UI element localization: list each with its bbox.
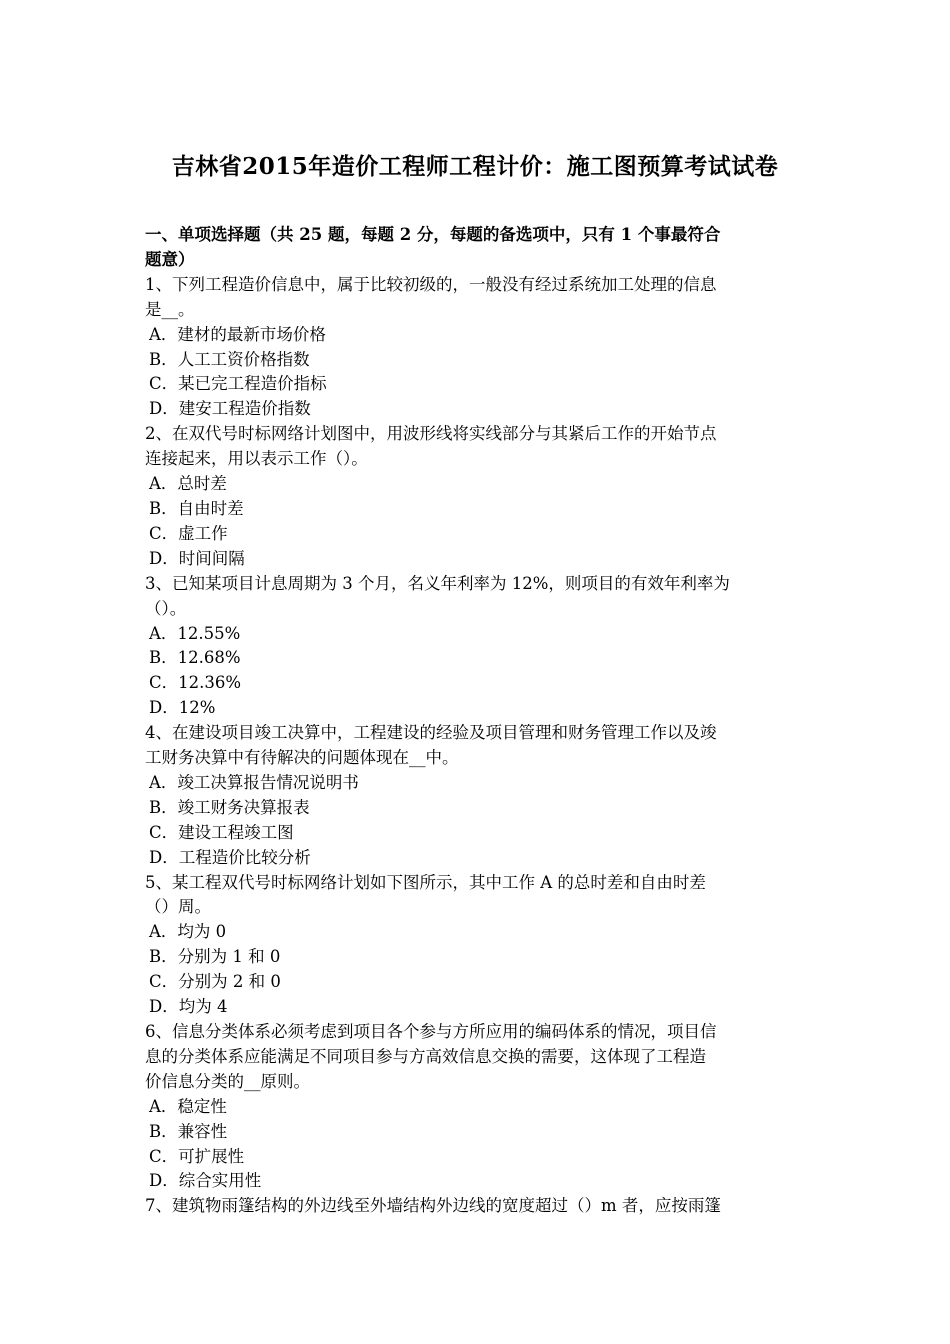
answer-option: B．人工工资价格指数	[149, 349, 310, 369]
question-item	[145, 1194, 811, 1219]
question-text-line: 是__。	[145, 299, 195, 319]
question-text-line: 6、信息分类体系必须考虑到项目各个参与方所应用的编码体系的情况，项目信	[145, 1022, 717, 1041]
answer-option: D．综合实用性	[149, 1171, 262, 1191]
answer-option: B．12.68%	[149, 648, 241, 668]
answer-option: A．均为 0	[149, 922, 227, 942]
answer-option: A．总时差	[149, 474, 227, 494]
question-text-line: 4、在建设项目竣工决算中，工程建设的经验及项目管理和财务管理工作以及竣	[145, 723, 717, 743]
answer-option: D．建安工程造价指数	[149, 399, 311, 419]
question-item	[145, 572, 811, 721]
question-text-line: 7、建筑物雨篷结构的外边线至外墙结构外边线的宽度超过（）m 者，应按雨篷	[145, 1196, 721, 1216]
question-text-line: 工财务决算中有待解决的问题体现在__中。	[145, 748, 459, 768]
question-text-line: 2、在双代号时标网络计划图中，用波形线将实线部分与其紧后工作的开始节点	[145, 424, 717, 444]
question-text-line: 1、下列工程造价信息中，属于比较初级的，一般没有经过系统加工处理的信息	[145, 274, 717, 294]
document-body	[145, 223, 811, 1219]
answer-option: B．兼容性	[149, 1121, 228, 1141]
answer-option: C．某已完工程造价指标	[149, 374, 327, 394]
answer-option: D．时间间隔	[149, 548, 245, 568]
question-item	[145, 721, 811, 870]
answer-option: B．竣工财务决算报表	[149, 797, 310, 817]
question-item	[145, 1020, 811, 1194]
answer-option: D．均为 4	[149, 997, 228, 1017]
answer-option: D．工程造价比较分析	[149, 847, 311, 867]
answer-option: C．虚工作	[149, 523, 228, 543]
answer-option: D．12%	[149, 698, 216, 718]
question-text-line: （）周。	[145, 897, 211, 917]
section-heading-continued: 题意）	[145, 249, 195, 269]
question-list	[145, 273, 811, 1219]
question-text-line: 连接起来，用以表示工作（）。	[145, 449, 368, 469]
question-item	[145, 871, 811, 1020]
answer-option: A．竣工决算报告情况说明书	[149, 772, 359, 792]
answer-option: B．分别为 1 和 0	[149, 947, 281, 967]
answer-option: A．12.55%	[149, 623, 241, 643]
question-text-line: 3、已知某项目计息周期为 3 个月，名义年利率为 12%，则项目的有效年利率为	[145, 573, 730, 593]
question-item	[145, 422, 811, 571]
answer-option: B．自由时差	[149, 498, 244, 518]
answer-option: C．建设工程竣工图	[149, 822, 294, 842]
answer-option: A．稳定性	[149, 1096, 227, 1116]
question-text-line: 价信息分类的__原则。	[145, 1071, 310, 1091]
section-heading: 一、单项选择题（共 25 题，每题 2 分，每题的备选项中，只有 1 个事最符合	[145, 225, 721, 244]
answer-option: C．可扩展性	[149, 1146, 245, 1166]
answer-option: C．12.36%	[149, 673, 242, 693]
question-item	[145, 273, 811, 422]
question-text-line: 息的分类体系应能满足不同项目参与方高效信息交换的需要，这体现了工程造	[145, 1046, 706, 1066]
answer-option: C．分别为 2 和 0	[149, 972, 281, 992]
question-text-line: 5、某工程双代号时标网络计划如下图所示，其中工作 A 的总时差和自由时差	[145, 872, 706, 892]
question-text-line: （）。	[145, 598, 187, 618]
answer-option: A．建材的最新市场价格	[149, 324, 326, 344]
document-title: 吉林省2015年造价工程师工程计价：施工图预算考试试卷	[171, 153, 779, 180]
